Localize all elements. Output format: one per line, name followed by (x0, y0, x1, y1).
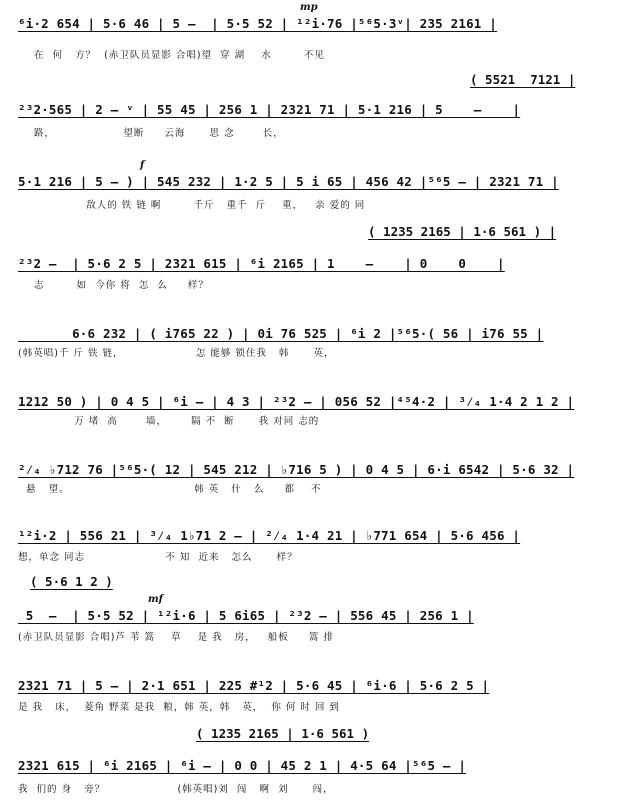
lyrics-line: 悬 望。 韩 英 什 么 都 不 (18, 484, 322, 495)
notation-line: 1212 50 ) | 0 4 5 | ⁶i – | 4 3 | ²³2 – | 056 52 |⁴⁵4·2 | ³⁄₄ 1·4 2 1 2 | (18, 394, 575, 409)
lyrics-line: 想，单念 同志 不 知 近来 怎么 样？ (18, 552, 298, 563)
lyrics-line: 在 何 方？ (赤卫队员显影 合唱)望 穿 湖 水 不见 (34, 50, 325, 61)
notation-line: 6·6 232 | ( i765 22 ) | 0i 76 525 | ⁶i 2 |⁵⁶5·( 56 | i76 55 | (18, 326, 544, 341)
notation-line: 2321 71 | 5 – | 2·1 651 | 225 #¹2 | 5·6 45 | ⁶i·6 | 5·6 2 5 | (18, 678, 490, 693)
notation-line: ²⁄₄ ♭712 76 |⁵⁶5·( 12 | 545 212 | ♭716 5 ) | 0 4 5 | 6·i 6542 | 5·6 32 | (18, 462, 575, 477)
lyrics-line: 万 堵 高 墙， 隔 不 断 我 对同 志的 (18, 416, 320, 427)
dynamic-marking: f (140, 160, 145, 171)
notation-line: ²³2 – | 5·6 2 5 | 2321 615 | ⁶i 2165 | 1 – | 0 0 | (18, 256, 505, 271)
lyrics-line: 路， 望断 云海 思 念 长， (34, 128, 284, 139)
notation-line: 5 – | 5·5 52 | ¹²i·6 | 5 6i65 | ²³2 – | 556 45 | 256 1 | (18, 608, 474, 623)
intro-phrase: ( 1235 2165 | 1·6 561 ) | (368, 224, 557, 239)
notation-line: 2321 615 | ⁶i 2165 | ⁶i – | 0 0 | 45 2 1 | 4·5 64 |⁵⁶5 – | (18, 758, 467, 773)
intro-phrase: ( 5521 7121 | (470, 72, 576, 87)
dynamic-marking: mp (300, 2, 318, 13)
intro-phrase: ( 1235 2165 | 1·6 561 ) (196, 726, 370, 741)
notation-line: ¹²i·2 | 556 21 | ³⁄₄ 1♭71 2 – | ²⁄₄ 1·4 21 | ♭771 654 | 5·6 456 | (18, 528, 521, 543)
lyrics-line: 敌人的 铁 链 啊 千斤 重千 斤 重， 亲 爱的 同 (34, 200, 366, 211)
dynamic-marking: mf (148, 594, 163, 605)
lyrics-line: (韩英唱)千 斤 铁 链， 怎 能够 锁住我 韩 英， (18, 348, 335, 359)
lyrics-line: (赤卫队员显影 合唱)芦 苇 篙 草 是 我 房， 船板 篙 排 (18, 632, 334, 643)
notation-line: ²³2·565 | 2 – ᵛ | 55 45 | 256 1 | 2321 71 | 5·1 216 | 5 – | (18, 102, 521, 117)
notation-line: ⁶i·2 654 | 5·6 46 | 5 – | 5·5 52 | ¹²i·76 |⁵⁶5·3ᵛ| 235 2161 | (18, 16, 497, 31)
intro-phrase: ( 5·6 1 2 ) (30, 574, 113, 589)
lyrics-line: 我 们的 身 旁？ (韩英唱)刘 闯 啊 刘 闯， (18, 784, 334, 795)
lyrics-line: 志 如 今你 将 怎 么 样？ (34, 280, 209, 291)
lyrics-line: 是 我 床， 菱角 野菜 是我 粮，韩 英，韩 英， 你 何 时 回 到 (18, 702, 340, 713)
notation-line: 5·1 216 | 5 – ) | 545 232 | 1·2 5 | 5 i 65 | 456 42 |⁵⁶5 – | 2321 71 | (18, 174, 559, 189)
